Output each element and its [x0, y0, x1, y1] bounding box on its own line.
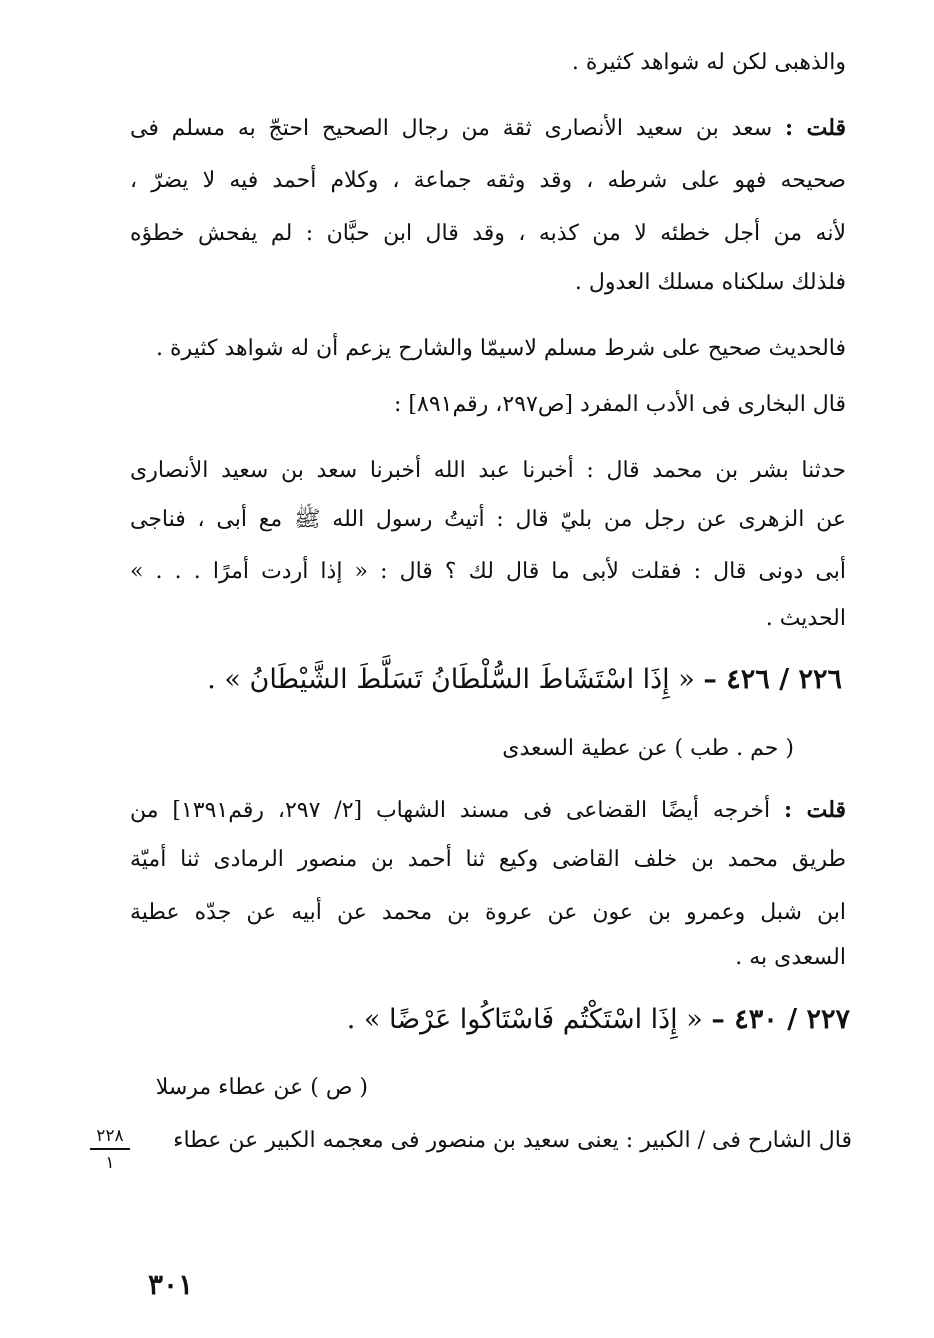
margin-reference-top: ٢٢٨	[96, 1126, 124, 1146]
text-line-1: والذهبى لكن له شواهد كثيرة .	[571, 50, 846, 75]
source-line-1: ( حم . طب ) عن عطية السعدى	[502, 736, 794, 761]
text-line-9: عن الزهرى عن رجل من بليّ قال : أتيتُ رسول الله ﷺ مع أبى ، فناجى	[130, 507, 846, 532]
text-line-14: ابن شبل وعمرو بن عون عن عروة بن محمد عن أبيه عن جدّه عطية	[130, 900, 846, 925]
hadith-number-2: ٢٢٧ / ٤٣٠ –	[711, 1004, 850, 1035]
qult-label-2: قلت :	[783, 797, 846, 823]
page-number: ٣٠١	[148, 1268, 194, 1301]
qult-paragraph-line-1	[130, 113, 846, 144]
text-line-4: لأنه من أجل خطئه لا من كذبه ، وقد قال ابن حبَّان : لم يفحش خطؤه	[130, 221, 846, 246]
hadith-heading-1	[130, 662, 842, 698]
text-line-15: السعدى به .	[735, 945, 846, 970]
text-line-13: طريق محمد بن خلف القاضى وكيع ثنا أحمد بن منصور الرمادى ثنا أميّة	[130, 847, 846, 872]
margin-reference	[90, 1126, 130, 1173]
text-line-10: أبى دونى قال : فقلت لأبى ما قال لك ؟ قال : « إذا أردت أمرًا . . . »	[130, 559, 846, 584]
hadith-heading-2	[130, 1002, 850, 1038]
qult-label: قلت :	[784, 115, 846, 141]
qult-2-text: أخرجه أيضًا القضاعى فى مسند الشهاب [٢/ ٢٩٧، رقم١٣٩١]	[172, 798, 771, 823]
text-line-6: فالحديث صحيح على شرط مسلم لاسيمّا والشارح يزعم أن له شواهد كثيرة .	[156, 336, 846, 361]
qult-text: سعد بن سعيد الأنصارى ثقة من رجال الصحيح احتجّ به مسلم فى	[130, 116, 773, 141]
qult-2-tail: من	[130, 798, 159, 823]
text-line-3: صحيحه فهو على شرطه ، وقد وثقه جماعة ، وكلام أحمد فيه لا يضرّ ،	[130, 168, 846, 193]
qult-paragraph-2-line-1	[130, 795, 846, 826]
hadith-text-1: « إِذَا اسْتَشَاطَ السُّلْطَانُ تَسَلَّطَ الشَّيْطَانُ » .	[207, 664, 695, 695]
text-line-8: حدثنا بشر بن محمد قال : أخبرنا عبد الله أخبرنا سعد بن سعيد الأنصارى	[130, 458, 846, 483]
margin-reference-bottom: ١	[105, 1153, 115, 1173]
source-line-2: ( ص ) عن عطاء مرسلا	[155, 1075, 368, 1100]
margin-reference-divider	[90, 1148, 130, 1150]
hadith-text-2: « إِذَا اسْتَكْتُم فَاسْتَاكُوا عَرْضًا » .	[346, 1004, 703, 1035]
text-line-5: فلذلك سلكناه مسلك العدول .	[574, 270, 846, 295]
hadith-number-1: ٢٢٦ / ٤٢٦ –	[703, 664, 842, 695]
text-line-7: قال البخارى فى الأدب المفرد [ص٢٩٧، رقم٨٩١] :	[394, 392, 846, 417]
text-line-16: قال الشارح فى / الكبير : يعنى سعيد بن منصور فى معجمه الكبير عن عطاء	[173, 1128, 852, 1153]
text-line-11: الحديث .	[765, 606, 846, 631]
